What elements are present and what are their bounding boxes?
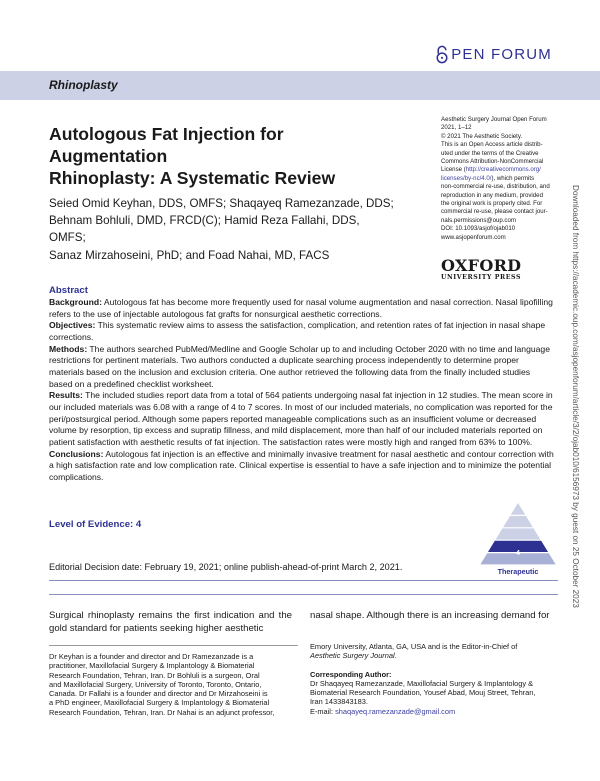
affiliation-line: Research Foundation, Tehran, Iran. Dr Bohluli is a surgeon, Oral [49, 670, 260, 680]
publisher-name: OXFORD [441, 256, 522, 275]
oxford-logo [441, 257, 553, 281]
pyramid-band-3 [496, 528, 541, 539]
doi: DOI: 10.1093/asjof/ojab010 [441, 225, 516, 233]
abstract-body [49, 297, 554, 484]
affiliation-line: a PhD engineer, Maxillofacial Surgery & Implantology & Biomaterial [49, 698, 270, 708]
journal-line: 2021, 1–12 [441, 124, 472, 132]
divider [49, 594, 558, 595]
publisher-subtitle: UNIVERSITY PRESS [441, 274, 522, 281]
open-lock-icon [434, 45, 450, 64]
license-line: License (http://creativecommons.org/ [441, 166, 541, 174]
affiliations-left [49, 652, 297, 717]
body-text-right: nasal shape. Although there is an increasing demand for [310, 610, 550, 621]
evidence-pyramid-icon [478, 499, 558, 574]
journal-website: www.asjopenforum.com [441, 233, 506, 241]
license-line: licenses/by-nc/4.0/), which permits [441, 174, 535, 182]
license-link[interactable]: http://creativecommons.org/ [465, 166, 541, 174]
journal-line: commercial re-use, please contact jour- [441, 208, 548, 216]
pyramid-band-1 [511, 503, 525, 515]
pyramid-label: Therapeutic [478, 567, 558, 577]
corresponding-author-line: Dr Shaqayeq Ramezanzade, Maxillofacial Surgery & Implantology & [310, 678, 534, 688]
spacer [310, 661, 556, 670]
license-link-cont[interactable]: licenses/by-nc/4.0/ [441, 174, 492, 182]
open-forum-logo [434, 44, 552, 64]
footnote-divider [49, 645, 298, 646]
abstract-conclusions: Conclusions: Autologous fat injection is an effective and minimally invasive treatment for nasal aesthetic and contour correction with a high satisfaction rate and low complication rate. Clinical expertise is essential to have a safe injection and to minimize the potential complications. [49, 448, 554, 482]
abstract-results: Results: The included studies report data from a total of 564 patients undergoing nasal fat injection in 12 studies. The mean score in our included materials was 6.08 with a range of 4 to 7 scores. In most of our included materials, no complication was reported for the peri/postsurgical period. Although some papers reported manageable complications such as an insufficient volume or decreased volume by resorption, tip excess and supratip fillness, and mild displacement, more than half of our included materials reported on patient satisfaction with aesthetic results of fat injection. The satisfaction rates were mostly high and ranged from 63% to 100%. [49, 390, 553, 447]
pyramid-band-2 [503, 516, 533, 527]
pyramid-level-number: 4 [516, 550, 520, 557]
email-link[interactable]: shaqayeq.ramezanzade@gmail.com [335, 706, 456, 716]
title-line-2: Rhinoplasty: A Systematic Review [49, 168, 336, 188]
journal-line: nals.permissions@oup.com [441, 216, 516, 224]
journal-line: uted under the terms of the Creative [441, 149, 539, 157]
journal-line: Commons Attribution-NonCommercial [441, 158, 544, 166]
journal-line: This is an Open Access article distrib- [441, 141, 543, 149]
abstract-heading: Abstract [49, 285, 88, 296]
editorial-decision: Editorial Decision date: February 19, 2021; online publish-ahead-of-print March 2, 2021. [49, 562, 403, 572]
divider [49, 580, 558, 581]
journal-line: Aesthetic Surgery Journal Open Forum [441, 116, 547, 123]
level-of-evidence: Level of Evidence: 4 [49, 519, 142, 530]
section-band [0, 71, 600, 100]
journal-line: non-commercial re-use, distribution, and [441, 183, 550, 191]
corresponding-author-line: Biomaterial Research Foundation, Yousef Abad, Mouj Street, Tehran, [310, 688, 536, 698]
body-text-left: Surgical rhinoplasty remains the first indication and the gold standard for patients seeking higher aesthetic [49, 610, 292, 634]
corresponding-author-line: Iran 1433843183. [310, 697, 368, 707]
section-label: Rhinoplasty [49, 78, 118, 92]
email-line: E-mail: shaqayeq.ramezanzade@gmail.com [310, 706, 456, 716]
affiliation-line: Research Foundation, Tehran, Iran. Dr Nahai is an adjunct professor, [49, 707, 275, 717]
author-line: Behnam Bohluli, DMD, FRCD(C); Hamid Reza Fallahi, DDS, OMFS; [49, 214, 360, 245]
abstract-methods: Methods: The authors searched PubMed/Medline and Google Scholar up to and including October 2020 with no time and language restrictions for pertinent materials. Two authors conducted a duplicate searching process independently to determine proper materials based on the inclusion and exclusion criteria. One author retrieved the following data from the finally included studies based on a predefined checklist worksheet. [49, 343, 550, 389]
affiliation-line: practitioner, Maxillofacial Surgery & Implantology & Biomaterial [49, 661, 255, 671]
abstract-objectives: Objectives: This systematic review aims to assess the satisfaction, complication, and retention rates of fat injection in nasal shape corrections. [49, 320, 546, 342]
affiliations-right [310, 642, 556, 716]
author-line: Seied Omid Keyhan, DDS, OMFS; Shaqayeq Ramezanzade, DDS; [49, 197, 394, 210]
corresponding-author-label: Corresponding Author: [310, 669, 392, 679]
open-forum-wordmark: PEN FORUM [451, 45, 552, 63]
journal-line: © 2021 The Aesthetic Society. [441, 132, 523, 140]
author-list [49, 195, 394, 264]
abstract-background: Background: Autologous fat has become more frequently used for nasal volume augmentation and nasal correction. Nasal lipofilling refers to the use of injectable autologous fat grafts for nonsurgical aesthetic corrections. [49, 297, 553, 319]
journal-line: the original work is properly cited. For [441, 200, 543, 208]
affiliation-line: Canada. Dr Fallahi is a founder and director and Dr Mirzahoseini is [49, 689, 268, 699]
title-line-1: Autologous Fat Injection for Augmentation [49, 124, 284, 166]
author-line: Sanaz Mirzahoseini, PhD; and Foad Nahai, MD, FACS [49, 248, 330, 262]
journal-name: Aesthetic Surgery Journal. [310, 651, 397, 661]
affiliation-line: Emory University, Atlanta, GA, USA and is the Editor-in-Chief of [310, 642, 518, 651]
affiliation-line: and Maxillofacial Surgery, University of Toronto, Toronto, Ontario, [49, 679, 262, 689]
article-title [49, 123, 379, 189]
affiliation-line: Dr Keyhan is a founder and director and Dr Ramezanzade is a [49, 652, 254, 661]
journal-info [441, 116, 553, 242]
download-watermark: Downloaded from https://academic.oup.com/asjopenforum/article/3/2/ojab010/6156973 by guest on 25 October 2023 [571, 185, 580, 608]
journal-line: reproduction in any medium, provided [441, 191, 543, 199]
